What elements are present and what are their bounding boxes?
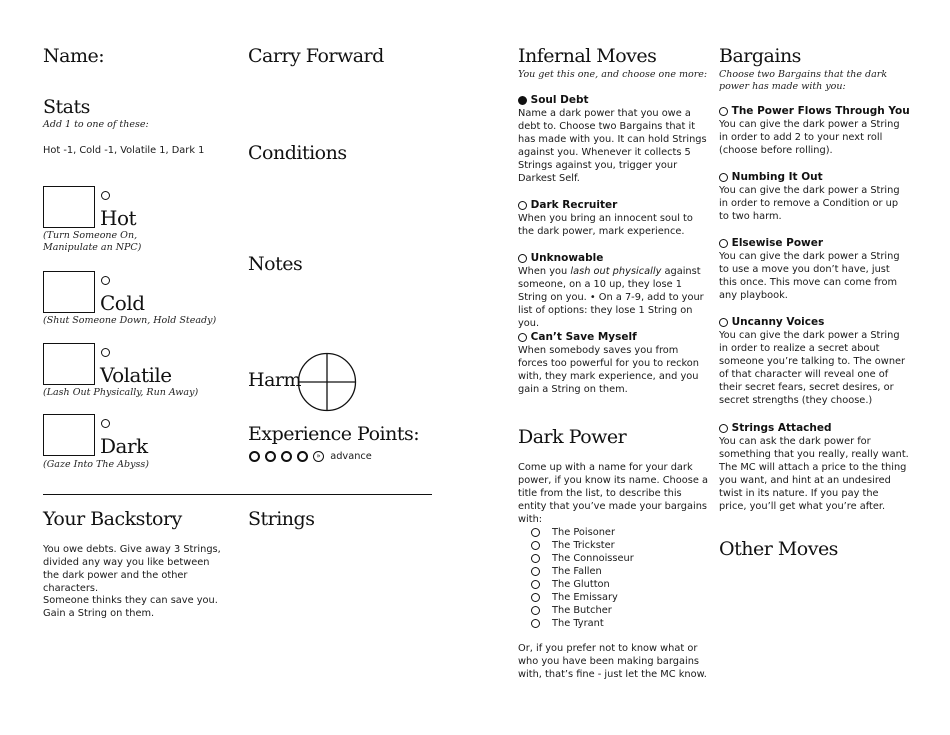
advance-icon[interactable]: » — [313, 451, 324, 462]
title-option: The Butcher — [531, 604, 634, 617]
stat-box-hot[interactable] — [43, 186, 95, 228]
bargain-checkbox[interactable] — [719, 107, 728, 116]
title-option: The Fallen — [531, 565, 634, 578]
move-cant-save-myself — [518, 330, 708, 396]
xp-checkbox-3[interactable] — [281, 451, 292, 462]
move-text: When somebody saves you from forces too powerful for you to reckon with, they mark experience, and you gain a String on them. — [518, 345, 700, 395]
advance-label: advance — [330, 451, 372, 462]
stat-label-volatile: Volatile — [100, 363, 172, 387]
title-option: The Emissary — [531, 591, 634, 604]
stat-label-hot: Hot — [100, 206, 137, 230]
move-checkbox-dark-recruiter[interactable] — [518, 201, 527, 210]
xp-checkbox-4[interactable] — [297, 451, 308, 462]
bargain-checkbox[interactable] — [719, 173, 728, 182]
backstory-paragraph-2: Someone thinks they can save you. Gain a String on them. — [43, 595, 218, 619]
move-text: Name a dark power that you owe a debt to. Choose two Bargains that it has made with you. It can hold Strings against you. Whenever it collects 5 Strings against you, trigger your Darkest Self. — [518, 108, 707, 184]
bargain-title: Strings Attached — [731, 422, 832, 434]
title-option: The Poisoner — [531, 526, 634, 539]
dark-power-title-list — [531, 526, 634, 630]
bargains-heading: Bargains — [719, 45, 801, 67]
stat-box-dark[interactable] — [43, 414, 95, 456]
move-title: Unknowable — [530, 252, 604, 264]
infernal-moves-heading: Infernal Moves — [518, 45, 657, 67]
stat-highlight-checkbox-dark[interactable] — [101, 419, 110, 428]
bargain-text: You can give the dark power a String in order to realize a secret about someone you’re talking to. The owner of that character will reveal one of their secret fears, secret desires, or secret strengths (they choose.) — [719, 330, 906, 406]
title-option: The Glutton — [531, 578, 634, 591]
bargain-text: You can give the dark power a String in order to add 2 to your next roll (choose before rolling). — [719, 119, 900, 156]
stats-instruction: Add 1 to one of these: — [43, 119, 149, 130]
bargain-checkbox[interactable] — [719, 424, 728, 433]
move-checkbox-unknowable[interactable] — [518, 254, 527, 263]
other-moves-heading: Other Moves — [719, 538, 838, 560]
stat-label-dark: Dark — [100, 434, 148, 458]
xp-checkbox-2[interactable] — [265, 451, 276, 462]
move-checkbox-cant-save-myself[interactable] — [518, 333, 527, 342]
conditions-heading: Conditions — [248, 142, 347, 164]
bargain-title: Uncanny Voices — [731, 316, 825, 328]
bargain-checkbox[interactable] — [719, 318, 728, 327]
move-title: Can’t Save Myself — [530, 331, 637, 343]
bargain-strings-attached — [719, 421, 909, 513]
harm-heading: Harm — [248, 369, 301, 391]
bargain-text: You can ask the dark power for something that you really, really want. The MC will attach a price to the thing you want, and hint at an undesired twist in its nature. If you pay the price, you’ll get what you’re after. — [719, 436, 909, 512]
stat-box-cold[interactable] — [43, 271, 95, 313]
notes-heading: Notes — [248, 253, 303, 275]
stat-highlight-checkbox-hot[interactable] — [101, 191, 110, 200]
move-unknowable — [518, 251, 708, 330]
stat-highlight-checkbox-volatile[interactable] — [101, 348, 110, 357]
bargain-numbing-it-out — [719, 170, 909, 223]
move-title: Soul Debt — [530, 94, 589, 106]
experience-track — [249, 450, 372, 463]
bargain-text: You can give the dark power a String to use a move you don’t have, just this once. This move can come from any playbook. — [719, 251, 900, 301]
stat-moves-cold: (Shut Someone Down, Hold Steady) — [43, 315, 217, 326]
move-checkbox-soul-debt[interactable] — [518, 96, 527, 105]
backstory-paragraph-1: You owe debts. Give away 3 Strings, divided any way you like between the dark power and the other characters. — [43, 544, 221, 594]
title-option: The Tyrant — [531, 617, 634, 630]
move-text: When you lash out physically against someone, on a 10 up, they lose 1 String on you. • On a 7-9, add to your list of options: they lose 1 String on you. — [518, 266, 704, 329]
title-option: The Connoisseur — [531, 552, 634, 565]
title-option: The Trickster — [531, 539, 634, 552]
harm-clock[interactable] — [296, 351, 358, 413]
experience-heading: Experience Points: — [248, 423, 420, 445]
stat-label-cold: Cold — [100, 291, 145, 315]
xp-checkbox-1[interactable] — [249, 451, 260, 462]
stat-highlight-checkbox-cold[interactable] — [101, 276, 110, 285]
dark-power-intro: Come up with a name for your dark power, if you know its name. Choose a title from the list, to describe this entity that you’ve made your bargains with: — [518, 462, 708, 525]
backstory-heading: Your Backstory — [43, 508, 182, 530]
bargain-title: Elsewise Power — [731, 237, 824, 249]
move-title: Dark Recruiter — [530, 199, 618, 211]
bargain-checkbox[interactable] — [719, 239, 728, 248]
bargain-text: You can give the dark power a String in order to remove a Condition or up to two harm. — [719, 185, 900, 222]
infernal-moves-subtitle: You get this one, and choose one more: — [518, 69, 708, 80]
section-divider — [43, 494, 432, 495]
stats-heading: Stats — [43, 96, 90, 118]
move-dark-recruiter — [518, 198, 708, 238]
carry-forward-heading: Carry Forward — [248, 45, 384, 67]
stat-moves-hot: (Turn Someone On, Manipulate an NPC) — [43, 230, 142, 253]
stat-box-volatile[interactable] — [43, 343, 95, 385]
stat-moves-volatile: (Lash Out Physically, Run Away) — [43, 387, 199, 398]
move-soul-debt — [518, 93, 708, 185]
name-label: Name: — [43, 45, 105, 67]
strings-heading: Strings — [248, 508, 315, 530]
stats-values: Hot -1, Cold -1, Volatile 1, Dark 1 — [43, 145, 205, 156]
bargain-title: The Power Flows Through You — [731, 105, 910, 117]
bargain-title: Numbing It Out — [731, 171, 823, 183]
bargains-subtitle: Choose two Bargains that the dark power has made with you: — [719, 69, 888, 92]
bargain-power-flows — [719, 104, 909, 157]
bargain-elsewise-power — [719, 236, 909, 302]
bargain-uncanny-voices — [719, 315, 909, 407]
dark-power-outro: Or, if you prefer not to know what or who you have been making bargains with, that’s fine - just let the MC know. — [518, 643, 707, 680]
dark-power-heading: Dark Power — [518, 426, 627, 448]
move-text: When you bring an innocent soul to the dark power, mark experience. — [518, 213, 693, 237]
stat-moves-dark: (Gaze Into The Abyss) — [43, 459, 149, 470]
